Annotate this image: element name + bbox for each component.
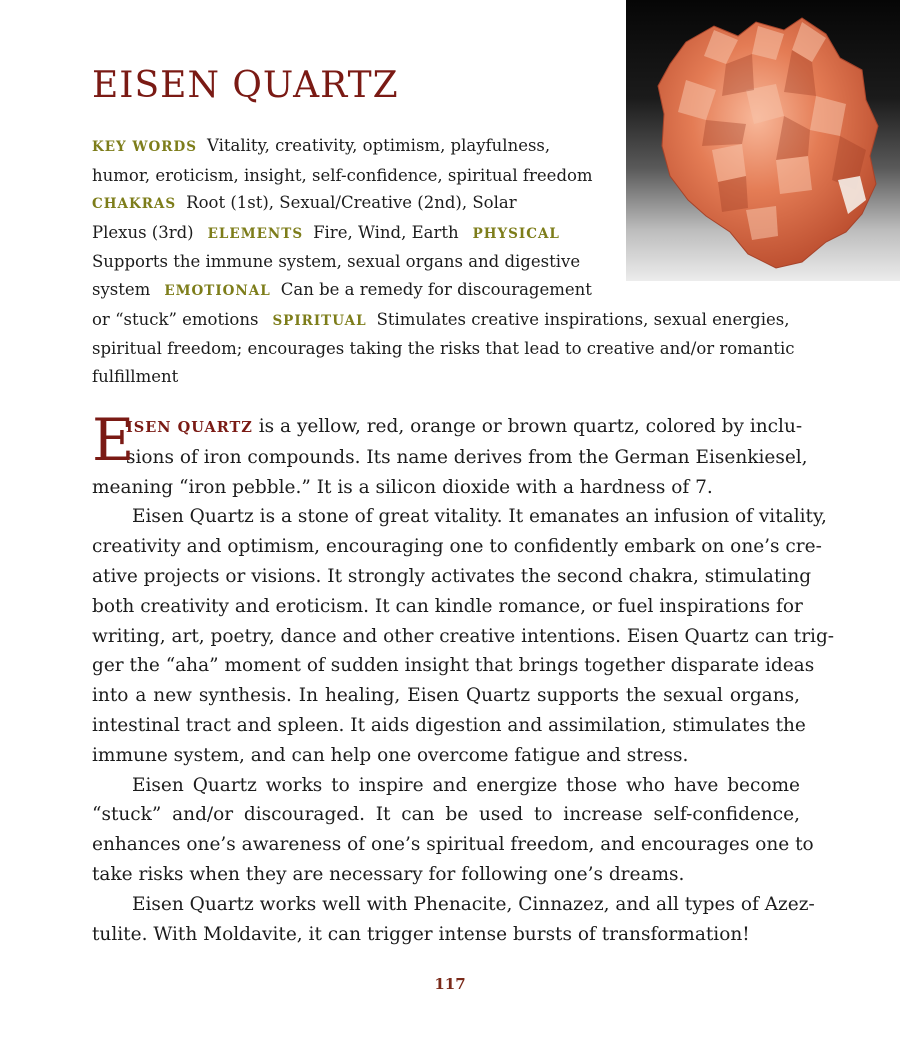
chakras-text: Plexus (3rd) <box>92 222 194 242</box>
attr-line <box>92 306 802 336</box>
text-line: creativity and optimism, encouraging one to confidently embark on one’s cre- <box>92 536 822 558</box>
text-line: ISEN QUARTZ is a yellow, red, orange or brown quartz, colored by inclu- <box>126 416 803 437</box>
spiritual-text: fulfillment <box>92 366 179 386</box>
paragraph <box>92 502 835 770</box>
text-line: Eisen Quartz works to inspire and energize those who have become <box>132 774 800 796</box>
text-line: immune system, and can help one overcome fatigue and stress. <box>92 744 689 766</box>
elements-text: Fire, Wind, Earth <box>313 222 459 242</box>
page-title: EISEN QUARTZ <box>92 65 399 106</box>
text-line: Eisen Quartz works well with Phenacite, Cinnazez, and all types of Azez- <box>132 893 815 915</box>
physical-text: system <box>92 279 151 299</box>
text-line: take risks when they are necessary for following one’s dreams. <box>92 863 685 885</box>
key-words-text: Vitality, creativity, optimism, playfulness, <box>206 136 551 155</box>
attr-line <box>92 248 802 276</box>
paragraph <box>92 890 815 950</box>
key-words-label: KEY WORDS <box>92 139 197 155</box>
paragraph <box>92 406 808 502</box>
physical-text: Supports the immune system, sexual organs and digestive <box>92 252 581 272</box>
text-line: writing, art, poetry, dance and other creative intentions. Eisen Quartz can trig- <box>92 625 835 647</box>
drop-cap: E <box>92 406 135 474</box>
attr-line <box>92 132 802 162</box>
text-line: ger the “aha” moment of sudden insight that brings together disparate ideas <box>92 655 815 677</box>
text-line: ative projects or visions. It strongly activates the second chakra, stimulating <box>92 565 812 587</box>
attr-line <box>92 162 802 190</box>
key-words-text: humor, eroticism, insight, self-confidence, spiritual freedom <box>92 165 593 185</box>
lead-in: ISEN QUARTZ <box>126 419 253 436</box>
text-line: “stuck” and/or discouraged. It can be used to increase self-confidence, <box>92 804 800 826</box>
spiritual-text: spiritual freedom; encourages taking the risks that lead to creative and/or romantic <box>92 339 795 359</box>
attributes-block <box>92 132 802 390</box>
attr-line <box>92 189 802 219</box>
emotional-label: EMOTIONAL <box>164 282 271 299</box>
page-number: 117 <box>434 975 466 993</box>
attr-line <box>92 363 802 391</box>
text-line: enhances one’s awareness of one’s spiritual freedom, and encourages one to <box>92 834 814 856</box>
chakras-text: Root (1st), Sexual/Creative (2nd), Solar <box>186 193 517 213</box>
text-line: tulite. With Moldavite, it can trigger intense bursts of transformation! <box>92 923 750 945</box>
text-line: Eisen Quartz is a stone of great vitality. It emanates an infusion of vitality, <box>132 506 827 528</box>
attr-line <box>92 335 802 363</box>
text-line: intestinal tract and spleen. It aids digestion and assimilation, stimulates the <box>92 714 806 736</box>
elements-label: ELEMENTS <box>207 225 304 242</box>
emotional-text: or “stuck” emotions <box>92 309 259 329</box>
paragraph <box>92 771 814 890</box>
text-line: both creativity and eroticism. It can kindle romance, or fuel inspirations for <box>92 595 803 617</box>
emotional-text: Can be a remedy for discouragement <box>280 279 592 299</box>
text-line: sions of iron compounds. Its name derives from the German Eisenkiesel, <box>126 446 808 468</box>
attr-line <box>92 276 802 306</box>
attr-line <box>92 219 802 249</box>
spiritual-text: Stimulates creative inspirations, sexual energies, <box>376 309 790 329</box>
physical-label: PHYSICAL <box>472 225 560 242</box>
body-text <box>92 406 835 949</box>
text-line: into a new synthesis. In healing, Eisen Quartz supports the sexual organs, <box>92 685 800 707</box>
text-line: meaning “iron pebble.” It is a silicon dioxide with a hardness of 7. <box>92 476 713 498</box>
spiritual-label: SPIRITUAL <box>272 312 367 329</box>
chakras-label: CHAKRAS <box>92 196 177 213</box>
